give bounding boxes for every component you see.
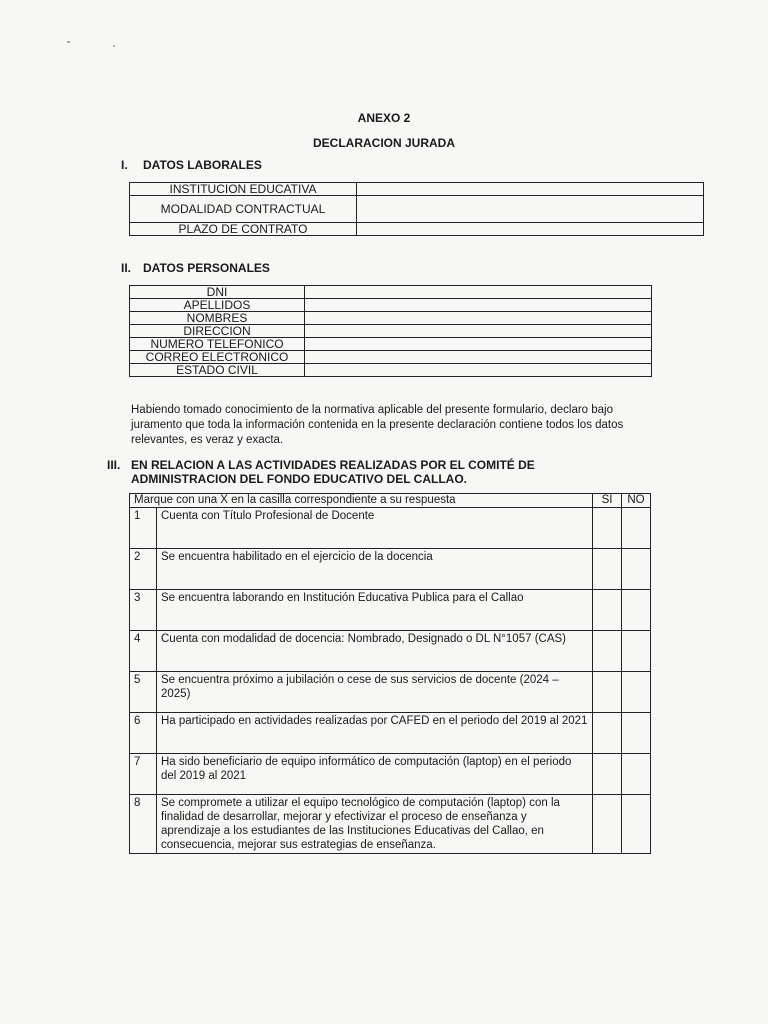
table-instruction: Marque con una X en la casilla correspondiente a su respuesta	[130, 494, 593, 508]
yes-checkbox[interactable]	[593, 754, 622, 795]
annex-label: ANEXO 2	[357, 111, 411, 125]
item-number: 1	[130, 508, 157, 549]
field-label: CORREO ELECTRONICO	[130, 351, 305, 364]
section2-title	[121, 261, 270, 275]
no-checkbox[interactable]	[622, 590, 651, 631]
dni-field[interactable]	[305, 286, 652, 299]
yes-checkbox[interactable]	[593, 590, 622, 631]
item-text: Se encuentra laborando en Institución Educativa Publica para el Callao	[157, 590, 593, 631]
section1-heading: DATOS LABORALES	[143, 158, 262, 172]
field-label: NUMERO TELEFONICO	[130, 338, 305, 351]
work-data-table	[129, 182, 704, 236]
field-label: NOMBRES	[130, 312, 305, 325]
section1-title	[121, 158, 262, 172]
no-checkbox[interactable]	[622, 549, 651, 590]
table-row	[130, 795, 651, 854]
field-label: ESTADO CIVIL	[130, 364, 305, 377]
no-checkbox[interactable]	[622, 795, 651, 854]
no-column-header: NO	[622, 494, 651, 508]
item-text: Ha participado en actividades realizadas por CAFED en el periodo del 2019 al 2021	[157, 713, 593, 754]
item-number: 5	[130, 672, 157, 713]
section2-number: II.	[121, 261, 132, 275]
no-checkbox[interactable]	[622, 672, 651, 713]
field-label: APELLIDOS	[130, 299, 305, 312]
institution-field[interactable]	[357, 183, 704, 196]
surnames-field[interactable]	[305, 299, 652, 312]
no-checkbox[interactable]	[622, 754, 651, 795]
table-header-row	[130, 494, 651, 508]
modality-field[interactable]	[357, 196, 704, 223]
yes-checkbox[interactable]	[593, 631, 622, 672]
item-number: 2	[130, 549, 157, 590]
table-row	[130, 549, 651, 590]
yes-column-header: SI	[593, 494, 622, 508]
item-text: Se encuentra próximo a jubilación o cese de sus servicios de docente (2024 – 2025)	[157, 672, 593, 713]
table-row	[130, 508, 651, 549]
section1-number: I.	[121, 158, 128, 172]
scan-speck	[113, 45, 115, 47]
phone-field[interactable]	[305, 338, 652, 351]
section2-heading: DATOS PERSONALES	[143, 261, 270, 275]
section3-number: III.	[107, 458, 121, 472]
item-text: Se encuentra habilitado en el ejercicio de la docencia	[157, 549, 593, 590]
declaration-paragraph: Habiendo tomado conocimiento de la normativa aplicable del presente formulario, declaro bajo juramento que toda la información contenida en la presente declaración contiene todos los datos relevantes, es veraz y exacta.	[131, 404, 624, 446]
item-number: 4	[130, 631, 157, 672]
item-text: Cuenta con Título Profesional de Docente	[157, 508, 593, 549]
scan-speck	[67, 41, 70, 43]
item-text: Ha sido beneficiario de equipo informático de computación (laptop) en el periodo del 2019 al 2021	[157, 754, 593, 795]
field-label: DIRECCION	[130, 325, 305, 338]
table-row	[130, 754, 651, 795]
table-row	[130, 590, 651, 631]
field-label: MODALIDAD CONTRACTUAL	[130, 196, 357, 223]
item-text: Cuenta con modalidad de docencia: Nombrado, Designado o DL N°1057 (CAS)	[157, 631, 593, 672]
yes-checkbox[interactable]	[593, 508, 622, 549]
yes-checkbox[interactable]	[593, 672, 622, 713]
email-field[interactable]	[305, 351, 652, 364]
personal-data-table	[129, 285, 652, 377]
table-row	[130, 672, 651, 713]
field-label: INSTITUCION EDUCATIVA	[130, 183, 357, 196]
no-checkbox[interactable]	[622, 508, 651, 549]
table-row	[130, 631, 651, 672]
contract-term-field[interactable]	[357, 223, 704, 236]
yes-checkbox[interactable]	[593, 713, 622, 754]
item-number: 7	[130, 754, 157, 795]
field-label: DNI	[130, 286, 305, 299]
item-text: Se compromete a utilizar el equipo tecnológico de computación (laptop) con la finalidad de desarrollar, mejorar y efectivizar el proceso de enseñanza y aprendizaje a los estudiantes de las Instituciones Educativas del Callao, en consecuencia, mejorar sus estrategias de enseñanza.	[157, 795, 593, 854]
activities-table	[129, 493, 651, 854]
no-checkbox[interactable]	[622, 713, 651, 754]
table-row	[130, 713, 651, 754]
item-number: 6	[130, 713, 157, 754]
document-title: DECLARACION JURADA	[312, 136, 455, 150]
no-checkbox[interactable]	[622, 631, 651, 672]
yes-checkbox[interactable]	[593, 549, 622, 590]
section3-heading: EN RELACION A LAS ACTIVIDADES REALIZADAS POR EL COMITÉ DE ADMINISTRACION DEL FONDO EDUCATIVO DEL CALLAO.	[131, 458, 535, 486]
address-field[interactable]	[305, 325, 652, 338]
item-number: 3	[130, 590, 157, 631]
marital-status-field[interactable]	[305, 364, 652, 377]
section3-title	[107, 458, 577, 486]
item-number: 8	[130, 795, 157, 854]
names-field[interactable]	[305, 312, 652, 325]
yes-checkbox[interactable]	[593, 795, 622, 854]
field-label: PLAZO DE CONTRATO	[130, 223, 357, 236]
